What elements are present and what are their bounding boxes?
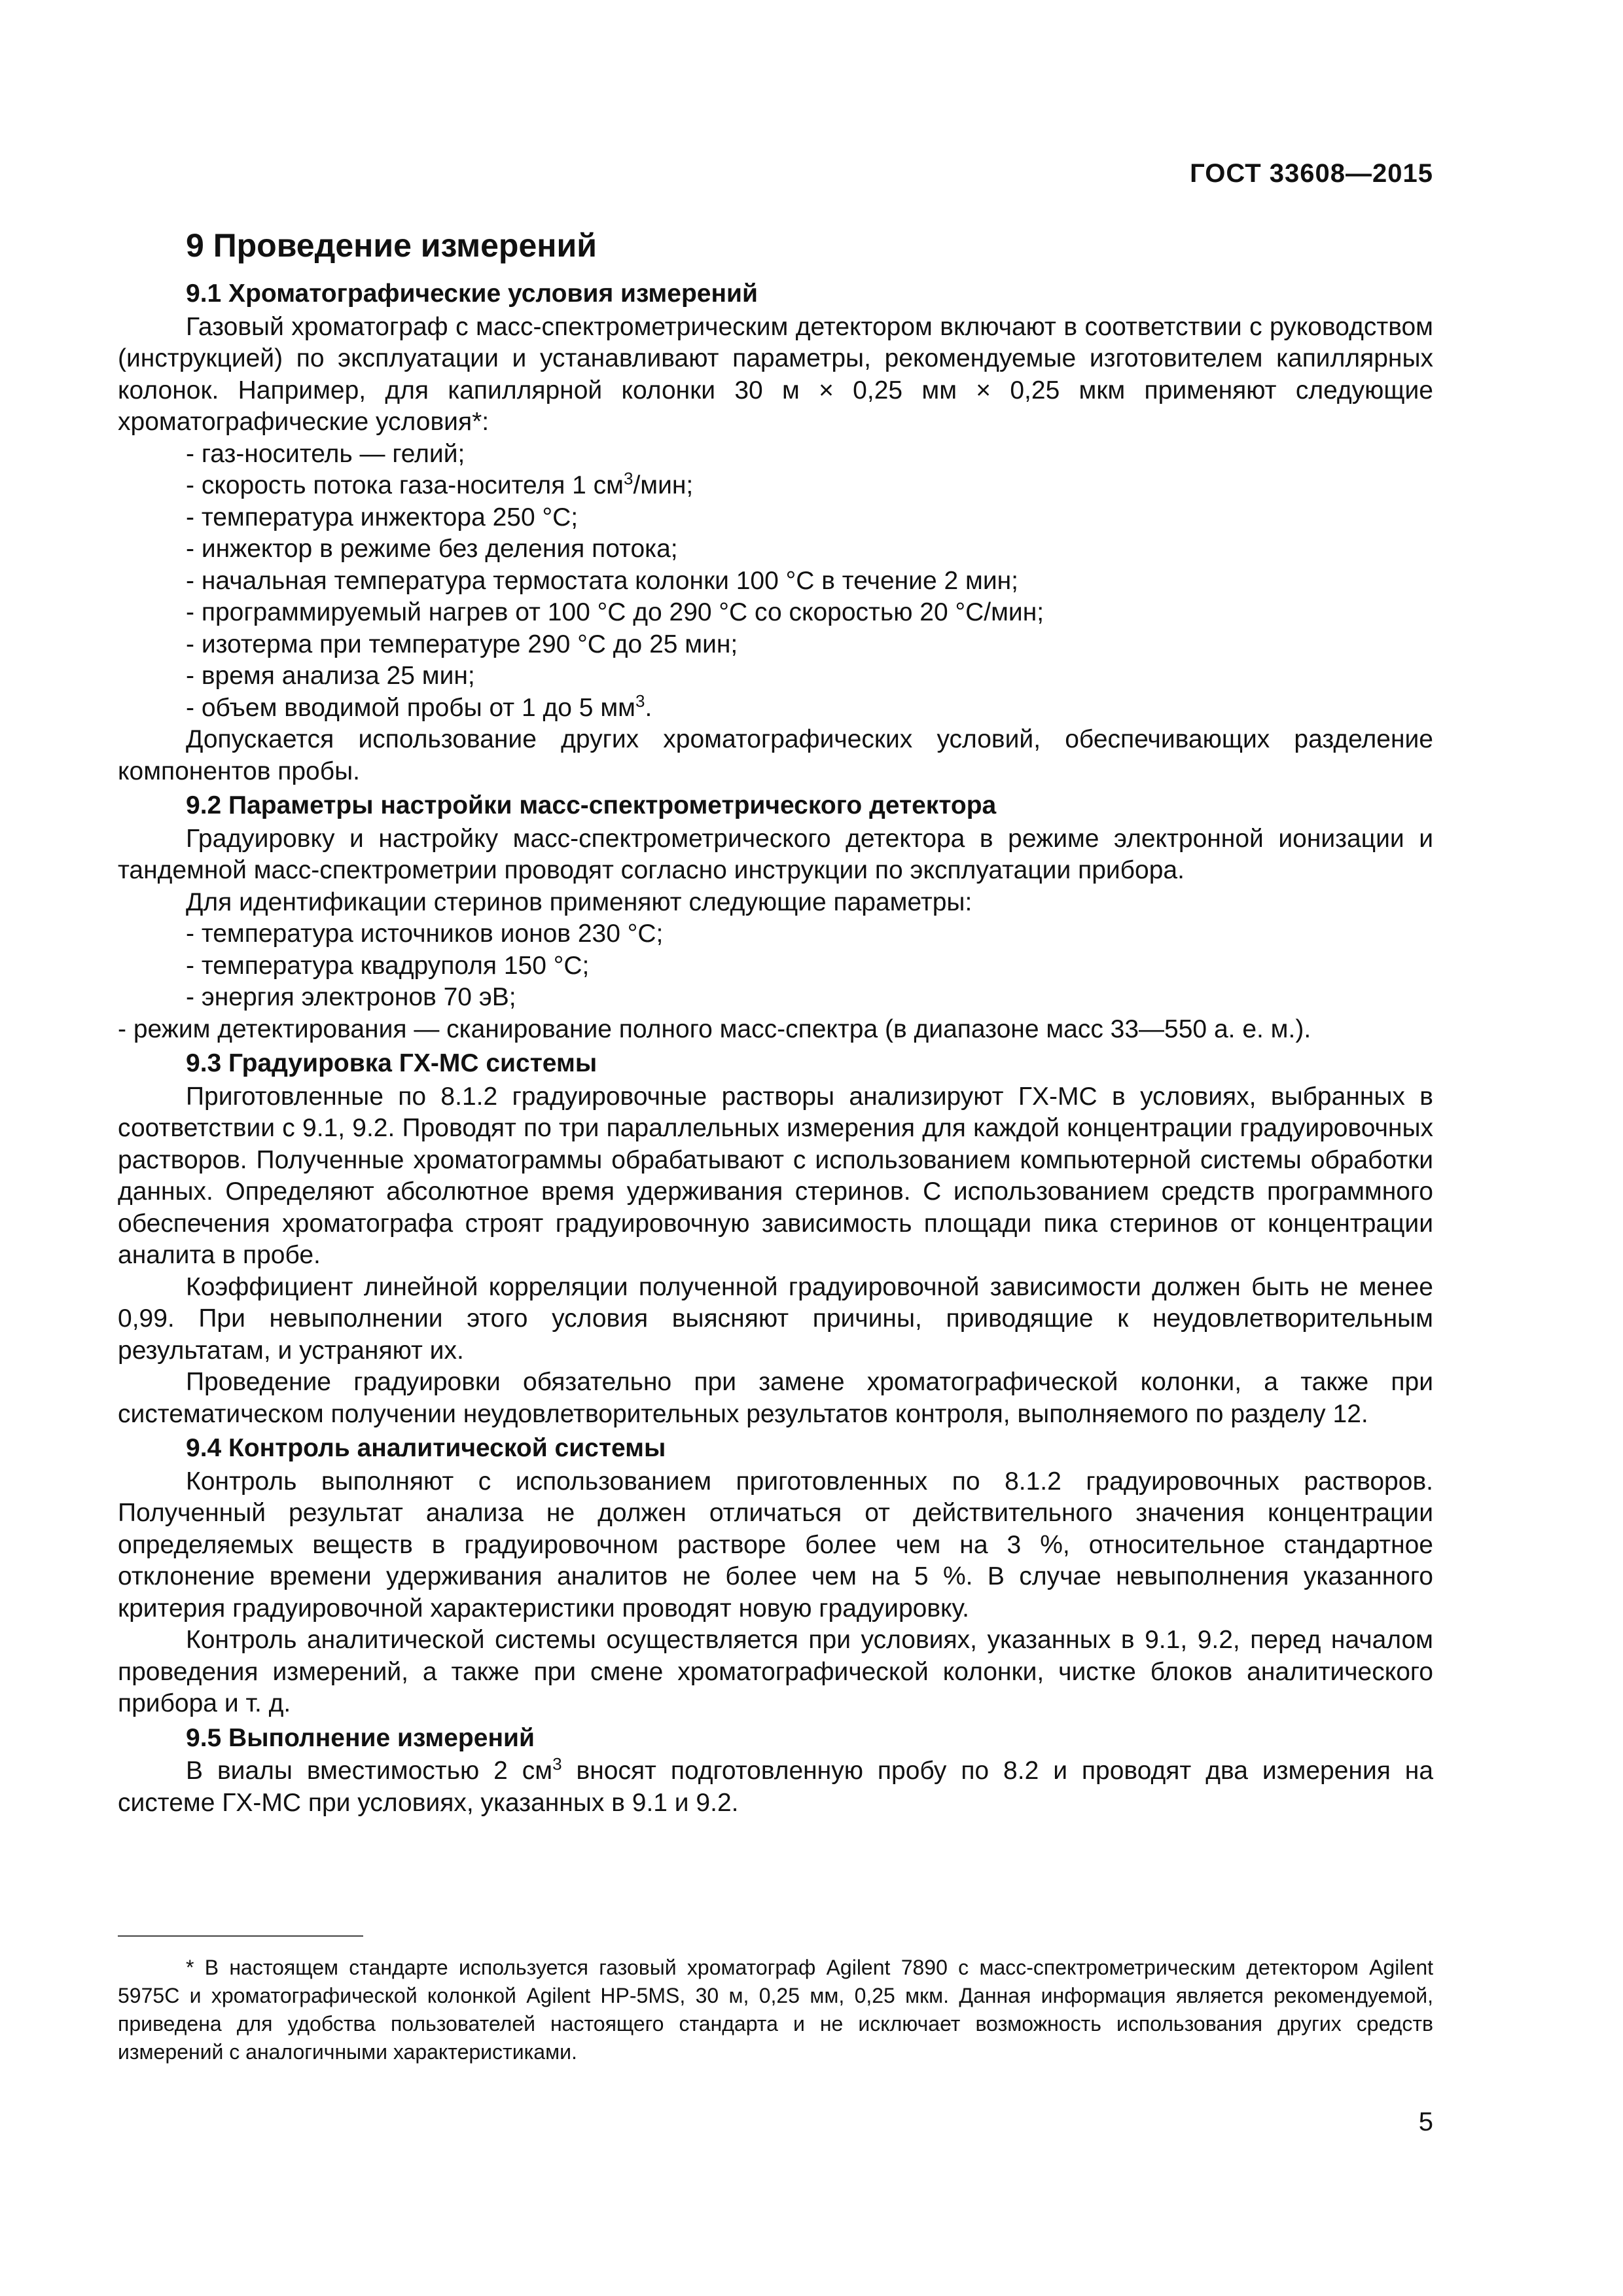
list-item: - изотерма при температуре 290 °С до 25 мин; <box>186 630 738 658</box>
paragraph: Для идентификации стеринов применяют следующие параметры: <box>186 888 972 916</box>
list-item: - программируемый нагрев от 100 °С до 290 °С со скоростью 20 °С/мин; <box>186 598 1044 626</box>
list-item: - температура источников ионов 230 °С; <box>186 920 664 948</box>
paragraph: Приготовленные по 8.1.2 градуировочные растворы анализируют ГХ-МС в условиях, выбранных в соответствии с 9.1, 9.2. Проводят по три параллельных измерения для каждой концентрации градуировочных растворов. Полученные хроматограммы обрабатывают с использованием компьютерной системы обработки данных. Определяют абсолютное время удерживания стеринов. С использованием средств программного обеспечения хроматографа строят градуировочную зависимость площади пика стеринов от концентрации аналита в пробе. <box>118 1082 1433 1269</box>
list-item: - инжектор в режиме без деления потока; <box>186 535 678 563</box>
list-item: - температура инжектора 250 °С; <box>186 503 579 531</box>
conditions-list <box>118 439 1433 725</box>
paragraph: Проведение градуировки обязательно при замене хроматографической колонки, а также при систематическом получении неудовлетворительных результатов контроля, выполняемого по разделу 12. <box>118 1368 1433 1428</box>
paragraph: В виалы вместимостью 2 $см^3$ вносят подготовленную пробу по 8.2 и проводят два измерения на системе ГХ-МС при условиях, указанных в 9.1 и 9.2. <box>118 1754 1434 1817</box>
standard-designation: ГОСТ 33608—2015 <box>1190 159 1433 188</box>
footnote-divider <box>118 1935 363 1937</box>
list-item: - начальная температура термостата колонки 100 °С в течение 2 мин; <box>186 566 1018 595</box>
subsection-9-1-title: 9.1 Хроматографические условия измерений <box>186 279 758 308</box>
document-page <box>118 0 1433 2296</box>
footnote: * В настоящем стандарте используется газовый хроматограф Agilent 7890 с масс-спектрометрическим детектором Agilent 5975C и хроматографической колонкой Agilent HP-5MS, 30 м, 0,25 мм, 0,25 мкм. Данная информация является рекомендуемой, приведена для удобства пользователей настоящего стандарта и не исключает возможность использования других средств измерений с аналогичными характеристиками. <box>118 1956 1433 2064</box>
list-item: - газ-носитель — гелий; <box>186 439 465 468</box>
list-item-last: - режим детектирования — сканирование полного масс-спектра (в диапазоне масс 33—550 а. е. м.). <box>118 1014 1311 1043</box>
subsection-9-3-title: 9.3 Градуировка ГХ-МС системы <box>186 1049 597 1077</box>
paragraph: Газовый хроматограф с масс-спектрометрическим детектором включают в соответствии с руководством (инструкцией) по эксплуатации и устанавливают параметры, рекомендуемые изготовителем капиллярных колонок. Например, для капиллярной колонки 30 м × 0,25 мм × 0,25 мкм применяют следующие хроматографические условия*: <box>118 312 1433 436</box>
subsection-9-5-title: 9.5 Выполнение измерений <box>186 1723 535 1752</box>
list-item: - температура квадруполя 150 °С; <box>186 951 590 980</box>
subsection-9-2-title: 9.2 Параметры настройки масс-спектрометрического детектора <box>186 791 997 819</box>
document-body <box>118 226 1433 1819</box>
list-item: - объем вводимой пробы от 1 до 5 $мм^3$. <box>186 691 652 722</box>
paragraph: Коэффициент линейной корреляции полученной градуировочной зависимости должен быть не менее 0,99. При невыполнении этого условия выясняют причины, приводящие к неудовлетворительным результатам, и устраняют их. <box>118 1272 1433 1365</box>
page-number: 5 <box>1418 2108 1433 2136</box>
paragraph: Градуировку и настройку масс-спектрометрического детектора в режиме электронной ионизации и тандемной масс-спектрометрии проводят согласно инструкции по эксплуатации прибора. <box>118 824 1433 884</box>
list-item: - время анализа 25 мин; <box>186 662 475 690</box>
paragraph: Допускается использование других хроматографических условий, обеспечивающих разделение компонентов пробы. <box>118 725 1433 785</box>
list-item: - энергия электронов 70 эВ; <box>186 983 516 1011</box>
paragraph: Контроль аналитической системы осуществляется при условиях, указанных в 9.1, 9.2, перед началом проведения измерений, а также при смене хроматографической колонки, чистке блоков аналитического прибора и т. д. <box>118 1626 1433 1717</box>
section-title: 9 Проведение измерений <box>186 227 597 264</box>
paragraph: Контроль выполняют с использованием приготовленных по 8.1.2 градуировочных растворов. Полученный результат анализа не должен отличаться от действительного значения концентрации определяемых веществ в градуировочном растворе более чем на 3 %, относительное стандартное отклонение времени удерживания аналитов не более чем на 5 %. В случае невыполнения указанного критерия градуировочной характеристики проводят новую градуировку. <box>118 1467 1433 1623</box>
parameters-list <box>118 918 1433 1014</box>
list-item: - скорость потока газа-носителя 1 $см^3$/мин; <box>186 469 694 499</box>
subsection-9-4-title: 9.4 Контроль аналитической системы <box>186 1434 666 1462</box>
